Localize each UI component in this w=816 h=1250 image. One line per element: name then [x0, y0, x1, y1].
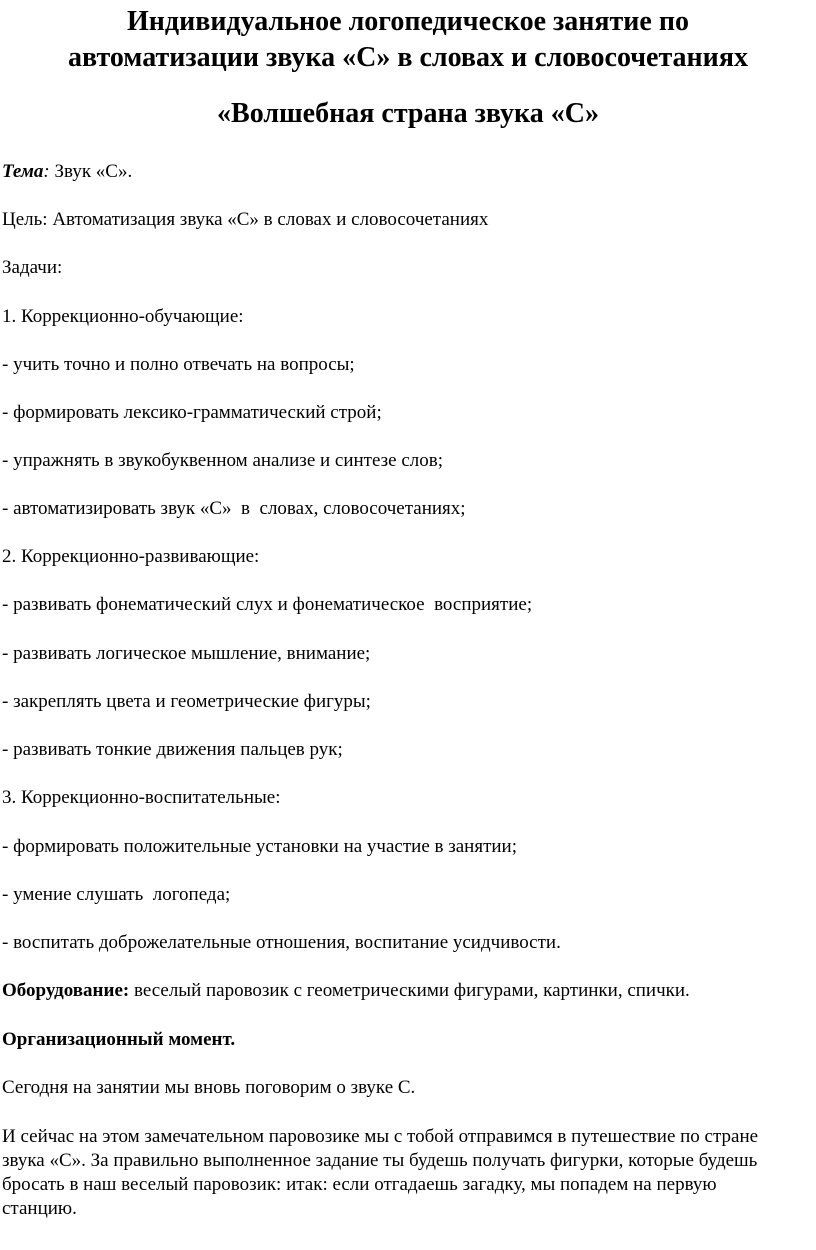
group1-item: - упражнять в звукобуквенном анализе и синтезе слов;: [2, 450, 444, 471]
group2-item: - развивать тонкие движения пальцев рук;: [2, 739, 343, 760]
group3-heading: 3. Коррекционно-воспитательные:: [2, 787, 281, 808]
group2-item: - закреплять цвета и геометрические фигуры;: [2, 691, 371, 712]
group1-item: - автоматизировать звук «С» в словах, словосочетаниях;: [2, 498, 466, 519]
org-text-2: И сейчас на этом замечательном паровозике мы с тобой отправимся в путешествие по стране звука «С». За правильно выполненное задание ты будешь получать фигурки, которые будешь бросать в наш веселый паровозик: итак: если отгадаешь загадку, мы попадем на первую станцию.: [2, 1126, 759, 1219]
group1-item: - учить точно и полно отвечать на вопросы;: [2, 354, 355, 375]
group2-item: - развивать фонематический слух и фонематическое восприятие;: [2, 594, 533, 615]
group2-item: - развивать логическое мышление, внимание;: [2, 643, 371, 664]
goal-line: Цель: Автоматизация звука «С» в словах и словосочетаниях: [2, 209, 489, 230]
group2-heading: 2. Коррекционно-развивающие:: [2, 546, 260, 567]
group1-heading: 1. Коррекционно-обучающие:: [2, 306, 244, 327]
theme-value: Звук «С».: [49, 161, 133, 182]
theme-line: [2, 160, 812, 184]
group3-item: - умение слушать логопеда;: [2, 884, 231, 905]
equipment-line: [2, 979, 812, 1003]
equipment-label: Оборудование:: [2, 980, 130, 1001]
equipment-value: веселый паровозик с геометрическими фигурами, картинки, спички.: [129, 980, 690, 1001]
group3-item: - формировать положительные установки на участие в занятии;: [2, 836, 517, 857]
tasks-heading: Задачи:: [2, 257, 63, 278]
title-line-1: Индивидуальное логопедическое занятие по: [127, 6, 689, 37]
document-title: [2, 0, 814, 76]
org-heading: Организационный момент.: [2, 1029, 236, 1050]
title-line-2: автоматизации звука «С» в словах и словосочетаниях: [68, 42, 748, 73]
org-text-1: Сегодня на занятии мы вновь поговорим о звуке С.: [2, 1077, 416, 1098]
theme-colon: :: [43, 161, 50, 182]
document-subtitle: «Волшебная страна звука «С»: [217, 98, 599, 129]
group1-item: - формировать лексико-грамматический строй;: [2, 402, 382, 423]
theme-label: Тема: [2, 161, 44, 182]
group3-item: - воспитать доброжелательные отношения, воспитание усидчивости.: [2, 932, 561, 953]
